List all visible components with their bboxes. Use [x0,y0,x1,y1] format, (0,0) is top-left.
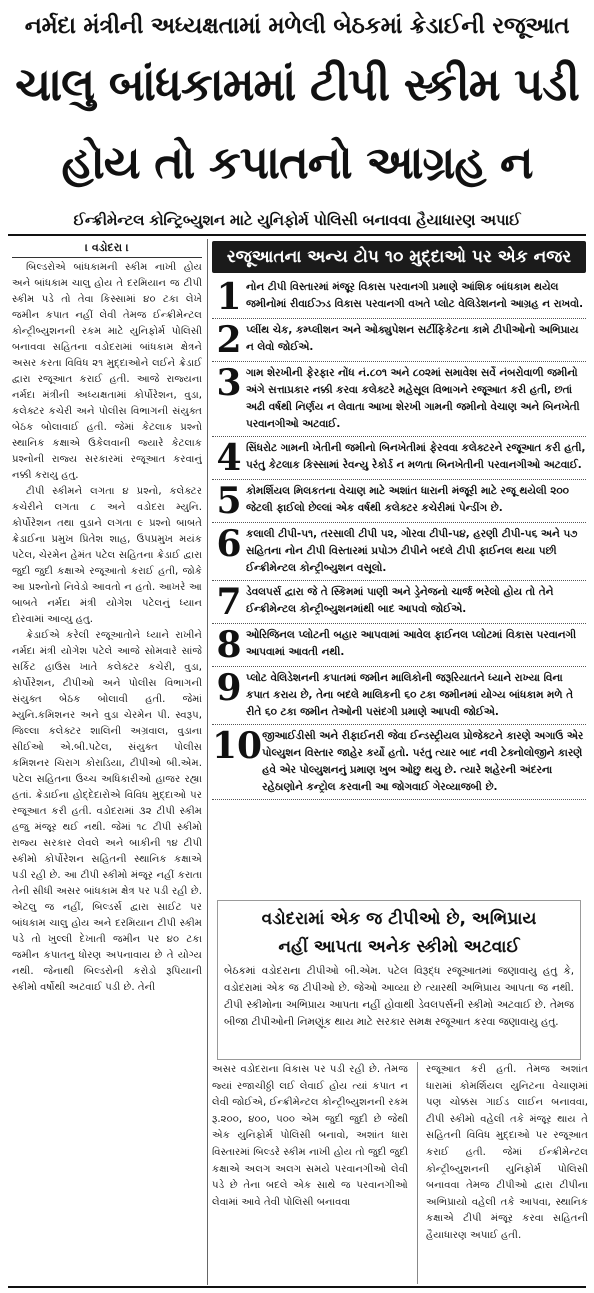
inset-title-line: નહીં આપતા અનેક સ્કીમો અટવાઈ [278,937,520,957]
kicker-line: નર્મદા મંત્રીની અધ્યક્ષતામાં મળેલી બેઠકમાં ક્રેડાઈની રજૂઆત [24,13,570,39]
list-item [212,725,586,800]
point-number: 10 [212,725,263,767]
point-number: 8 [216,624,242,666]
list-item [212,624,586,667]
list-item [212,480,586,523]
list-item [212,523,586,581]
headline: ચાલુ બાંધકામમાં ટીપી સ્કીમ પડી હોય તો કપાતનો આગ્રહ ન [15,58,579,189]
column-divider [207,239,208,1285]
point-text: સિંધરોટ ગામની ખેતીની જમીનો બિનખેતીમાં ફેરવવા કલેક્ટરને રજૂઆત કરી હતી, પરંતુ કેટલાક કિસ્સામાં રેવન્યુ રેકોર્ડ ન મળતા બિનખેતીની પરવાનગીઓ અટવાઈ. [246,442,586,471]
point-number: 5 [216,480,242,522]
column-divider [417,1062,418,1284]
point-text: ઓરિજિનલ પ્લોટની બહાર આપવામાં આવેલ ફાઈનલ પ્લોટમાં વિકાસ પરવાનગી આપવામાં આવતી નથી. [246,629,577,658]
bottom-column-2 [426,1062,588,1284]
point-text: જીઆઈડીસી અને રીફાઈનરી જેવા ઈન્ડસ્ટ્રીયલ પ્રોજેક્ટને કારણે અગાઉ એર પોલ્યુશન વિસ્તાર જાહેર કર્યો હતો. પરંતુ ત્યાર બાદ નવી ટેક્નોલોજીને કારણે હવે એર પોલ્યુશનનું પ્રમાણ ખુબ ઓછુ થયુ છે. ત્યારે શહેરની અંદરના રહેઠાણોને કન્ટ્રોલ કરવાની આ જોગવાઈ ગેરવ્યાજબી છે. [262,730,584,793]
divider-rule [8,1286,586,1288]
body-paragraph: રજૂઆત કરી હતી. તેમજ અશાંત ધારામાં કોમર્શિયલ યુનિટના વેચાણમાં પણ ચોક્કસ ગાઈડ લાઈન બનાવવા, ટીપી સ્કીમો વહેલી તકે મંજૂર થાય તે સહિતની વિવિધ મુદ્દાઓ પર રજૂઆત કરાઈ હતી. જેમાં ઈન્ક્રીમેન્ટલ કોન્ટ્રીબ્યુશનની યુનિફોર્મ પોલિસી બનાવવા તેમજ ટીપીઓ દ્વારા ટીપીના અભિપ્રાયો વહેલી તકે આપવા, સ્થાનિક કક્ષાએ ટીપી મંજૂર કરવા સહિતની હૈયાધારણ અપાઈ હતી. [426,1064,588,1241]
point-text: ડેવલપર્સ દ્વારા જે તે સ્કિમમાં પાણી અને ડ્રેનેજનો ચાર્જ ભરેલો હોય તો તેને ઈન્ક્રીમેન્ટલ કોન્ટ્રીબ્યુશનમાંથી બાદ આપવો જોઈએ. [246,586,554,615]
inset-box [217,900,581,1060]
point-text: ગામ શેરખીની ફેરફાર નોંધ નં.૮૦૧ અને ૮૦૨માં સમાવેશ સર્વે નંબરોવાળી જમીનો અંગે સત્તાપ્રકાર નક્કી કરવા કલેક્ટરે મહેસૂલ વિભાગને રજૂઆત કરી હતી, છતાં અઢી વર્ષથી નિર્ણય ન લેવાતા આખા શેરખી ગામની જમીનો વેચાણ અને બિનખેતી પરવાનગીઓ અટવાઈ. [246,367,580,430]
inset-body: બેઠકમાં વડોદરાના ટીપીઓ બી.એમ. પટેલ વિરૂદ્ધ રજૂઆતમાં જણાવાયુ હતુ કે, વડોદરામાં એક જ ટીપીઓ છે. જેઓ આવ્યા છે ત્યારથી અભિપ્રાય આપતા જ નથી. ટીપી સ્કીમોના અભિપ્રાય આપતા નહીં હોવાથી ડેવલપર્સની સ્કીમો અટવાઈ છે. તેમજ બીજા ટીપીઓની નિમણૂંક થાય માટે સરકાર સમક્ષ રજૂઆત કરવા જણાવાયુ હતુ. [224,965,574,1028]
bottom-column-1 [212,1062,408,1284]
body-paragraph: ક્રેડાઈએ કરેલી રજૂઆતોને ધ્યાને રાખીને નર્મદા મંત્રી યોગેશ પટેલે આજે સોમવારે સાંજે સર્કિટ હાઉસ ખાતે કલેક્ટર કચેરી, વુડા, કોર્પોરેશન, ટીપીઓ અને પોલીસ વિભાગની સંયુક્ત બેઠક બોલાવી હતી. જેમાં મ્યુનિ.કમિશનર અને વુડા ચેરમેન પી. સ્વરૂપ, જિલ્લા કલેક્ટર શાલિની અગ્રવાલ, વુડાના સીઈઓ એ.બી.પટેલ, સંયુક્ત પોલીસ કમિશનર ચિરાગ કોરાડિયા, ટીપીઓ બી.એમ. પટેલ સહિતના ઉચ્ચ અધિકારીઓ હાજર રહ્યા હતાં. ક્રેડાઈના હોદ્દેદારોએ વિવિધ મુદ્દાઓ પર રજૂઆત કરી હતી. વડોદરામાં ૩૨ ટીપી સ્કીમ હજુ મંજૂર થઈ નથી. જેમાં ૧૮ ટીપી સ્કીમો રાજ્ય સરકાર લેવલે અને બાકીની ૧૪ ટીપી સ્કીમો કોર્પોરેશન સહિતની સ્થાનિક કક્ષાએ પડી રહી છે. આ ટીપી સ્કીમો મંજૂર નહીં કરાતા તેની સીધી અસર બાંધકામ ક્ષેત્ર પર પડી રહી છે. એટલુ જ નહીં, બિલ્ડર્સ દ્વારા સાઈટ પર બાંધકામ ચાલુ હોય અને દરમિયાન ટીપી સ્કીમ પડે તો ખુલ્લી દેખાતી જમીન પર ૪૦ ટકા જમીન કપાતનુ ધોરણ અપનાવાય છે તે યોગ્ય નથી. જેનાથી બિલ્ડરોની કરોડો રૂપિયાની સ્કીમો વર્ષોથી અટવાઈ પડી છે. તેની [12,630,202,993]
dateline: । વડોદરા । [12,239,202,258]
left-column [12,239,202,1285]
list-item [212,437,586,480]
point-number: 9 [216,667,242,709]
box-title: રજૂઆતના અન્ય ટોપ ૧૦ મુદ્દાઓ પર એક નજર [212,241,586,273]
point-text: કલાલી ટીપી-૫૧, તરસાલી ટીપી ૫૨, ગોરવા ટીપી-૫૪, હરણી ટીપી-૫૬ અને ૫૭ સહિતના નોન ટીપી વિસ્તારમાં પ્રપોઝ ટીપીને બદલે ટીપી ફાઈનલ થયા પછી ઈન્ક્રીમેન્ટલ કોન્ટ્રીબ્યુશન વસૂલો. [246,528,578,574]
list-item [212,276,586,319]
point-number: 6 [216,523,242,565]
subheadline: ઈન્ક્રીમેન્ટલ કોન્ટ્રિબ્યુશન માટે યુનિફોર્મ પોલિસી બનાવવા હૈયાધારણ અપાઈ [73,211,521,229]
divider-rule [8,234,586,236]
list-item [212,362,586,437]
body-paragraph: બિલ્ડરોએ બાંધકામની સ્કીમ નાખી હોય અને બાંધકામ ચાલુ હોય તે દરમિયાન જ ટીપી સ્કીમ પડે તો તેવા કિસ્સામાં ૪૦ ટકા લેખે જમીન કપાત નહીં લેવી તેમજ ઈન્ક્રીમેન્ટલ કોન્ટ્રીબ્યુશનની રકમ માટે યુનિફોર્મ પોલિસી બનાવવા સહિતના વડોદરામાં બાંધકામ ક્ષેત્રને અસર કરતા વિવિધ ૨૧ મુદ્દાઓને લઈને ક્રેડાઈ દ્વારા રજૂઆત કરાઈ હતી. આજે રાજ્યના નર્મદા મંત્રીની અધ્યક્ષતામાં કોર્પોરેશન, વુડા, કલેક્ટર કચેરી અને પોલીસ વિભાગની સંયુક્ત બેઠક બોલાવાઈ હતી. જેમાં કેટલાક પ્રશ્નો સ્થાનિક કક્ષાએ ઉકેલવાની જ્યારે કેટલાક પ્રશ્નોની રાજ્ય સરકારમાં રજૂઆત કરવાનું નક્કી કરાયુ હતુ. [12,262,202,481]
body-paragraph: ટીપી સ્કીમને લગતા ૪ પ્રશ્નો, કલેક્ટર કચેરીને લગતા ૮ અને વડોદરા મ્યુનિ. કોર્પોરેશન તથા વુડાને લગતા ૯ પ્રશ્નો બાબતે ક્રેડાઈના પ્રમુખ પ્રિતેશ શાહ, ઉપપ્રમુખ મયંક પટેલ, ચેરમેન હેમંત પટેલ સહિતના ક્રેડાઈ દ્વારા જુદી જુદી કક્ષાએ રજૂઆતો કરાઈ હતી, જોકે આ પ્રશ્નોનો નિવેડો આવતો ન હતો. આખરે આ બાબતે નર્મદા મંત્રી યોગેશ પટેલનું ધ્યાન દોરવામાં આવ્યુ હતુ. [12,486,202,625]
list-item [212,667,586,725]
point-number: 7 [216,581,242,623]
point-text: પ્લીંથ ચેક, કમ્પ્લીશન અને ઓક્યુપેશન સર્ટીફિકેટના કામે ટીપીઓનો અભિપ્રાય ન લેવો જોઈએ. [246,324,579,353]
point-number: 1 [216,276,242,318]
inset-title [218,905,580,961]
inset-title-line: વડોદરામાં એક જ ટીપીઓ છે, અભિપ્રાય [261,909,537,929]
list-item [212,319,586,362]
point-number: 4 [216,437,242,479]
point-number: 2 [216,319,242,361]
list-item [212,581,586,624]
point-text: કોમર્શિયલ મિલકતના વેચાણ માટે અશાંત ધારાની મંજૂરી માટે રજૂ થયેલી ૨૦૦ જેટલી ફાઈલો છેલ્લાં એક વર્ષથી કલેક્ટર કચેરીમાં પેન્ડીંગ છે. [246,485,569,514]
point-text: નોન ટીપી વિસ્તારમાં મંજૂર વિકાસ પરવાનગી પ્રમાણે આંશિક બાંધકામ થયેલ જમીનોમાં રીવાઈઝ્ડ વિકાસ પરવાનગી વખતે પ્લોટ વેલિડેશનનો આગ્રહ ન રાખવો. [246,281,584,310]
point-text: પ્લોટ વેલિડેશનની કપાતમાં જમીન માલિકોની જરૂરિયાતને ધ્યાને રાખ્યા વિના કપાત કરાય છે, તેના બદલે માલિકની ૬૦ ટકા જમીનમાં યોગ્ય બાંધકામ મળે તે રીતે ૬૦ ટકા જમીન તેઓની પસંદગી પ્રમાણે આપવી જોઈએ. [246,672,574,718]
points-list [212,276,586,898]
body-paragraph: અસર વડોદરાના વિકાસ પર પડી રહી છે. તેમજ જ્યાં રજાચીઠ્ઠી લઈ લેવાઈ હોય ત્યાં કપાત ન લેવી જોઈએ, ઈન્ક્રીમેન્ટલ કોન્ટ્રીબ્યુશનની રકમ રૂ.૨૦૦, ૪૦૦, ૫૦૦ એમ જુદી જુદી છે જેથી એક યુનિફોર્મ પોલિસી બનાવો, અશાંત ધારા વિસ્તારમાં બિલ્ડરે સ્કીમ નાખી હોય તો જુદી જુદી કક્ષાએ અલગ અલગ સમયે પરવાનગીઓ લેવી પડે છે તેના બદલે એક સાથે જ પરવાનગીઓ લેવામાં આવે તેવી પોલિસી બનાવવા [212,1064,408,1208]
point-number: 3 [216,362,242,404]
